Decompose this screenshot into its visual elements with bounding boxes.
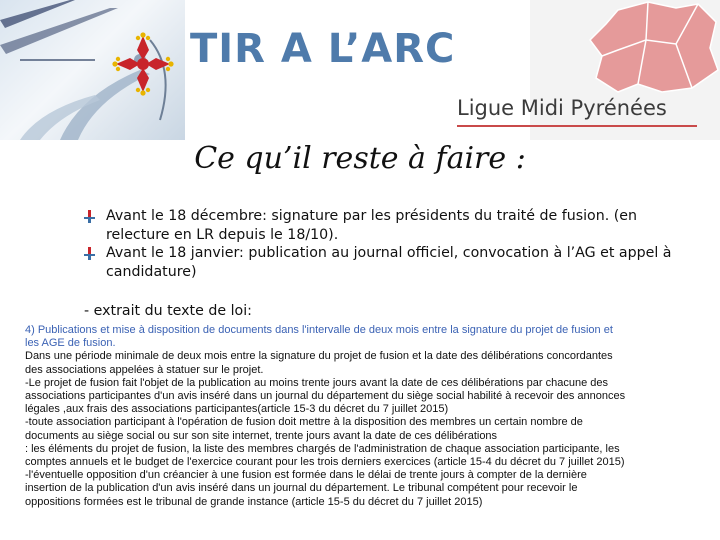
slide-title: Ce qu’il reste à faire : [194, 141, 526, 176]
bullet-text: Avant le 18 décembre: signature par les présidents du traité de fusion. (en relecture en LR depuis le 18/10). [106, 208, 637, 243]
bullet-item [84, 207, 694, 244]
region-map-icon [588, 0, 720, 95]
header-banner [0, 0, 720, 140]
law-line: -toute association participant à l'opération de fusion doit mettre à la disposition des membres un certain nombre de [25, 416, 583, 429]
bullet-icon [84, 210, 95, 223]
law-line: comptes annuels et le budget de l'exercice courant pour les trois derniers exercices (article 15-4 du décret du 7 juillet 2015) [25, 456, 625, 469]
occitan-cross-icon [112, 30, 174, 98]
excerpt-heading: - extrait du texte de loi: [84, 303, 252, 319]
law-line: associations participantes d'un avis inséré dans un journal du département du siège social habilité à recevoir des annonces [25, 390, 626, 403]
law-excerpt [25, 324, 705, 509]
bullet-icon [84, 247, 95, 260]
law-line: oppositions formées est le tribunal de grande instance (article 15-5 du décret du 7 juillet 2015) [25, 495, 483, 508]
law-line: des associations appelées à statuer sur le projet. [25, 363, 264, 376]
law-line: documents au siège social ou sur son site internet, trente jours avant la date de ces délibérations [25, 429, 498, 442]
league-name: Ligue Midi Pyrénées [457, 96, 667, 120]
law-intro-line: 4) Publications et mise à disposition de documents dans l'intervalle de deux mois entre la signature du projet de fusion et [25, 324, 613, 336]
bullet-text: Avant le 18 janvier: publication au journal officiel, convocation à l’AG et appel à candidature) [106, 245, 672, 280]
law-line: insertion de la publication d'un avis inséré dans un journal du département. Le tribunal compétent pour recevoir le [25, 482, 578, 495]
bullet-list [84, 207, 694, 281]
logo-title: TIR A L’ARC [190, 26, 456, 72]
law-line: -l'éventuelle opposition d'un créancier à une fusion est formée dans le délai de trente jours à compter de la dernière [25, 469, 587, 482]
law-line: Dans une période minimale de deux mois entre la signature du projet de fusion et la date des délibérations concordantes [25, 350, 613, 363]
law-line: : les éléments du projet de fusion, la liste des membres chargés de l'administration de chaque association participante, les [25, 442, 620, 455]
league-underline [457, 125, 697, 127]
law-intro-line: les AGE de fusion. [25, 337, 116, 350]
law-line: légales ,aux frais des associations participantes(article 15-3 du décret du 7 juillet 2015) [25, 403, 449, 416]
law-line: -Le projet de fusion fait l'objet de la publication au moins trente jours avant la date de ces délibérations par chacune des [25, 376, 609, 389]
bullet-item [84, 244, 694, 281]
